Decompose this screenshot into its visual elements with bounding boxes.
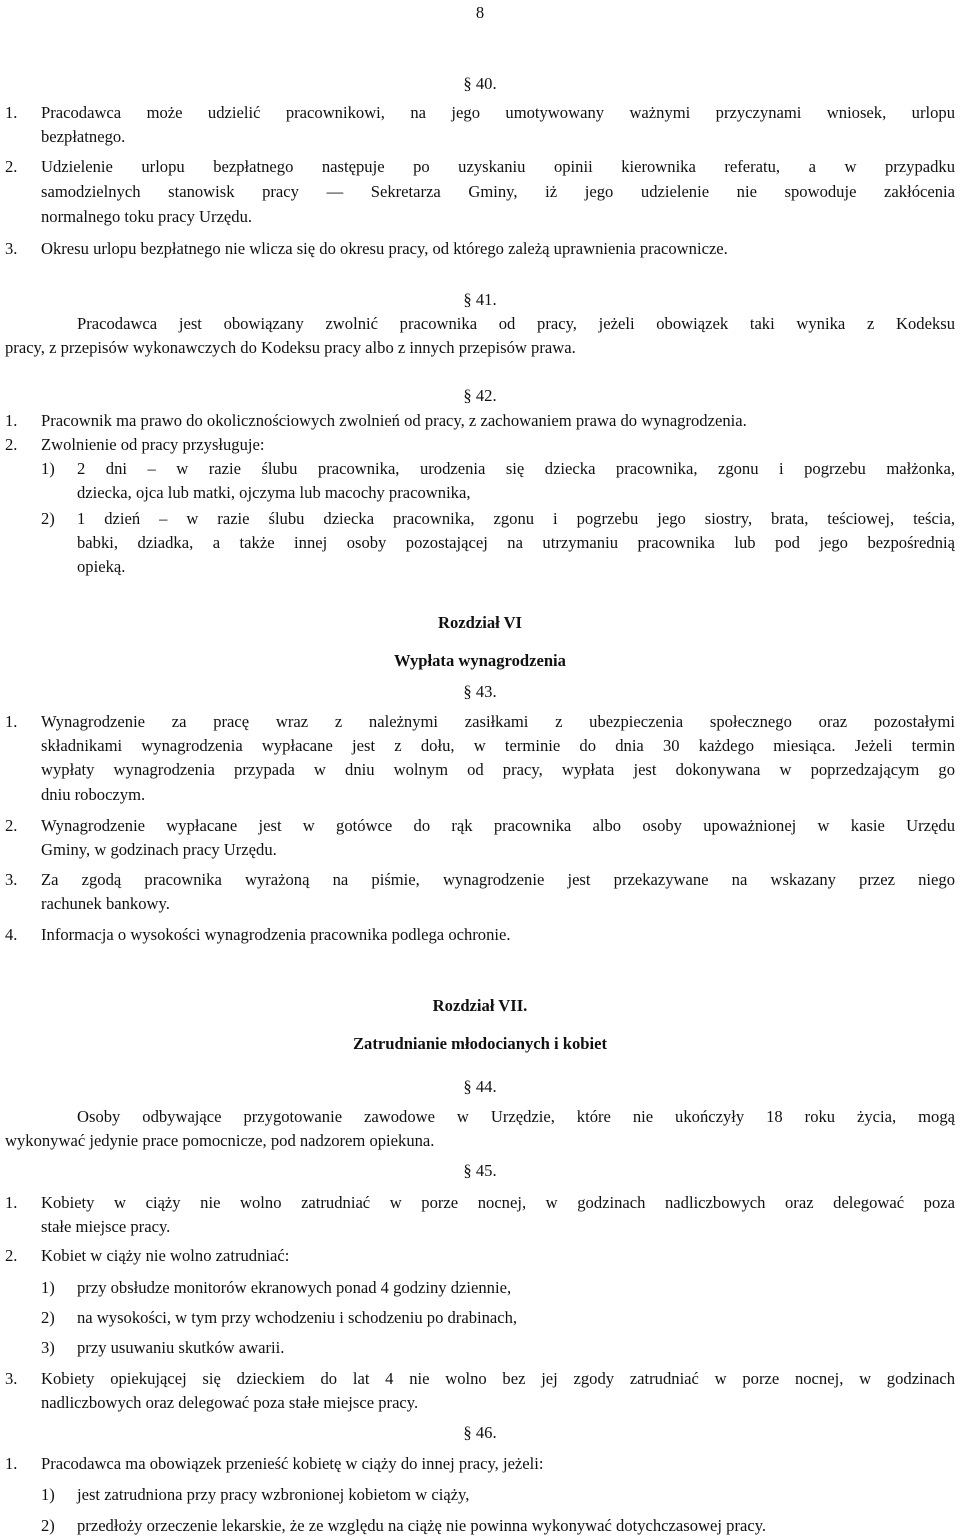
sub-item-number: 3) bbox=[41, 1338, 55, 1357]
section-heading-45: § 45. bbox=[463, 1161, 497, 1180]
paragraph-line: opieką. bbox=[77, 557, 126, 576]
chapter-title: Rozdział VI bbox=[437, 613, 523, 632]
paragraph-line: wykonywać jedynie prace pomocnicze, pod nadzorem opiekuna. bbox=[5, 1131, 435, 1150]
paragraph-line: Pracodawca jest obowiązany zwolnić pracownika od pracy, jeżeli obowiązek taki wynika z Kodeksu bbox=[77, 314, 955, 333]
paragraph-line: pracy, z przepisów wykonawczych do Kodeksu pracy albo z innych przepisów prawa. bbox=[5, 338, 576, 357]
paragraph-line: Kobiet w ciąży nie wolno zatrudniać: bbox=[41, 1246, 290, 1265]
paragraph-line: Informacja o wysokości wynagrodzenia pracownika podlega ochronie. bbox=[41, 925, 511, 944]
section-heading-46: § 46. bbox=[463, 1423, 497, 1442]
paragraph-line: normalnego toku pracy Urzędu. bbox=[41, 207, 253, 226]
paragraph-line: Osoby odbywające przygotowanie zawodowe w Urzędzie, które nie ukończyły 18 roku życia, mogą bbox=[77, 1107, 955, 1126]
item-number: 3. bbox=[5, 870, 18, 889]
paragraph-line: przy obsłudze monitorów ekranowych ponad 4 godziny dziennie, bbox=[77, 1278, 512, 1297]
paragraph-line: nadliczbowych oraz delegować poza stałe miejsce pracy. bbox=[41, 1393, 419, 1412]
paragraph-line: Okresu urlopu bezpłatnego nie wlicza się do okresu pracy, od którego zależą uprawnienia pracownicze. bbox=[41, 239, 728, 258]
paragraph-line: wypłaty wynagrodzenia przypada w dniu wolnym od pracy, wypłata jest dokonywana w poprzedzającym go bbox=[41, 760, 955, 779]
paragraph-line: Kobiety w ciąży nie wolno zatrudniać w porze nocnej, w godzinach nadliczbowych oraz delegować poza bbox=[41, 1193, 955, 1212]
sub-item-number: 1) bbox=[41, 459, 55, 478]
paragraph-line: Zwolnienie od pracy przysługuje: bbox=[41, 435, 265, 454]
sub-item-number: 2) bbox=[41, 509, 55, 528]
chapter-title: Rozdział VII. bbox=[432, 996, 528, 1015]
paragraph-line: składnikami wynagrodzenia wypłacane jest z dołu, w terminie do dnia 30 każdego miesiąca. Jeżeli termin bbox=[41, 736, 955, 755]
item-number: 1. bbox=[5, 1193, 18, 1212]
item-number: 2. bbox=[5, 157, 18, 176]
paragraph-line: przedłoży orzeczenie lekarskie, że ze względu na ciążę nie powinna wykonywać dotychczasowej pracy. bbox=[77, 1516, 767, 1535]
chapter-subtitle: Wypłata wynagrodzenia bbox=[394, 651, 566, 670]
paragraph-line: stałe miejsce pracy. bbox=[41, 1217, 171, 1236]
sub-item-number: 1) bbox=[41, 1278, 55, 1297]
item-number: 2. bbox=[5, 816, 18, 835]
sub-item-number: 1) bbox=[41, 1485, 55, 1504]
paragraph-line: Pracownik ma prawo do okolicznościowych zwolnień od pracy, z zachowaniem prawa do wynagrodzenia. bbox=[41, 411, 747, 430]
paragraph-line: Pracodawca ma obowiązek przenieść kobietę w ciąży do innej pracy, jeżeli: bbox=[41, 1454, 544, 1473]
paragraph-line: Wynagrodzenie wypłacane jest w gotówce do rąk pracownika albo osoby upoważnionej w kasie Urzędu bbox=[41, 816, 955, 835]
sub-item-number: 2) bbox=[41, 1516, 55, 1535]
item-number: 3. bbox=[5, 239, 18, 258]
item-number: 1. bbox=[5, 712, 18, 731]
section-heading-42: § 42. bbox=[463, 386, 497, 405]
paragraph-line: bezpłatnego. bbox=[41, 127, 126, 146]
paragraph-line: Udzielenie urlopu bezpłatnego następuje po uzyskaniu opinii kierownika referatu, a w przypadku bbox=[41, 157, 955, 176]
section-heading-40: § 40. bbox=[463, 74, 497, 93]
section-heading-44: § 44. bbox=[463, 1077, 497, 1096]
paragraph-line: Pracodawca może udzielić pracownikowi, na jego umotywowany ważnymi przyczynami wniosek, urlopu bbox=[41, 103, 955, 122]
item-number: 1. bbox=[5, 411, 18, 430]
paragraph-line: Gminy, w godzinach pracy Urzędu. bbox=[41, 840, 277, 859]
paragraph-line: dziecka, ojca lub matki, ojczyma lub macochy pracownika, bbox=[77, 483, 471, 502]
item-number: 1. bbox=[5, 1454, 18, 1473]
item-number: 1. bbox=[5, 103, 18, 122]
paragraph-line: 1 dzień – w razie ślubu dziecka pracownika, zgonu i pogrzebu jego siostry, brata, teściowej, teścia, bbox=[77, 509, 955, 528]
paragraph-line: dniu roboczym. bbox=[41, 785, 146, 804]
paragraph-line: Za zgodą pracownika wyrażoną na piśmie, wynagrodzenie jest przekazywane na wskazany przez niego bbox=[41, 870, 955, 889]
item-number: 4. bbox=[5, 925, 18, 944]
paragraph-line: jest zatrudniona przy pracy wzbronionej kobietom w ciąży, bbox=[77, 1485, 470, 1504]
page-number: 8 bbox=[475, 3, 485, 22]
paragraph-line: Kobiety opiekującej się dzieckiem do lat 4 nie wolno bez jej zgody zatrudniać w porze nocnej, w godzinach bbox=[41, 1369, 955, 1388]
item-number: 2. bbox=[5, 1246, 18, 1265]
paragraph-line: przy usuwaniu skutków awarii. bbox=[77, 1338, 285, 1357]
paragraph-line: 2 dni – w razie ślubu pracownika, urodzenia się dziecka pracownika, zgonu i pogrzebu małżonka, bbox=[77, 459, 955, 478]
paragraph-line: babki, dziadka, a także innej osoby pozostającej na utrzymaniu pracownika lub pod jego bezpośrednią bbox=[77, 533, 955, 552]
paragraph-line: na wysokości, w tym przy wchodzeniu i schodzeniu po drabinach, bbox=[77, 1308, 518, 1327]
item-number: 2. bbox=[5, 435, 18, 454]
item-number: 3. bbox=[5, 1369, 18, 1388]
sub-item-number: 2) bbox=[41, 1308, 55, 1327]
paragraph-line: samodzielnych stanowisk pracy — Sekretarza Gminy, iż jego udzielenie nie spowoduje zakłócenia bbox=[41, 182, 955, 201]
paragraph-line: Wynagrodzenie za pracę wraz z należnymi zasiłkami z ubezpieczenia społecznego oraz pozostałymi bbox=[41, 712, 955, 731]
paragraph-line: rachunek bankowy. bbox=[41, 894, 170, 913]
chapter-subtitle: Zatrudnianie młodocianych i kobiet bbox=[352, 1034, 607, 1053]
section-heading-43: § 43. bbox=[463, 682, 497, 701]
section-heading-41: § 41. bbox=[463, 290, 497, 309]
